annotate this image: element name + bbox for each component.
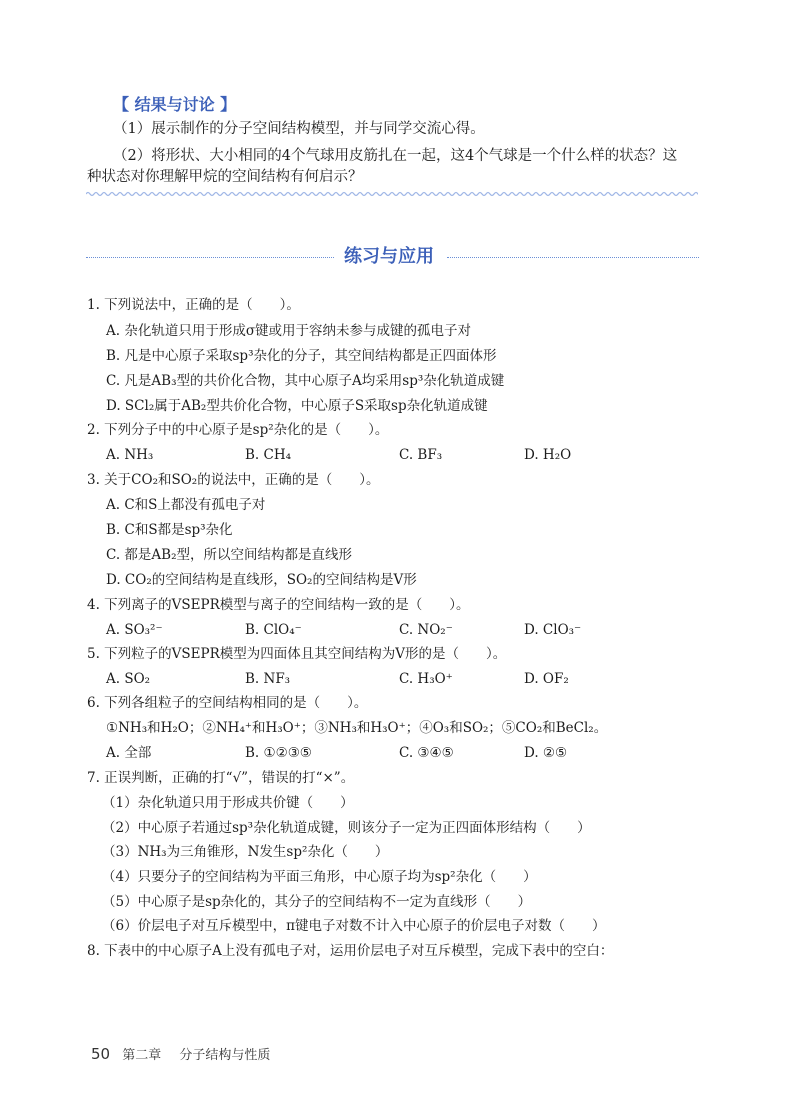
q2-option-a: A. NH₃ <box>106 447 154 463</box>
q1-option-d: D. SCl₂属于AB₂型共价化合物，中心原子S采取sp杂化轨道成键 <box>106 398 488 414</box>
chapter-title: 分子结构与性质 <box>179 1048 271 1063</box>
q1-option-b: B. 凡是中心原子采取sp³杂化的分子，其空间结构都是正四面体形 <box>106 348 497 364</box>
q3-option-d: D. CO₂的空间结构是直线形，SO₂的空间结构是V形 <box>106 572 417 588</box>
q6-option-d: D. ②⑤ <box>524 745 568 761</box>
heading-dotted-line-right <box>447 257 699 258</box>
discussion-item-2-line1: （2）将形状、大小相同的4个气球用皮筋扎在一起，这4个气球是一个什么样的状态？这 <box>113 148 678 164</box>
page-footer <box>91 1044 270 1063</box>
q1-option-a: A. 杂化轨道只用于形成σ键或用于容纳未参与成键的孤电子对 <box>106 323 472 339</box>
discussion-item-1: （1）展示制作的分子空间结构模型，并与同学交流心得。 <box>113 121 485 137</box>
q7-statement-3: （3）NH₃为三角锥形，N发生sp²杂化（ ） <box>102 844 389 860</box>
section-heading: 练习与应用 <box>344 246 434 267</box>
q6-option-a: A. 全部 <box>106 745 152 761</box>
q2-option-d: D. H₂O <box>524 447 572 463</box>
discussion-item-2-line2: 种状态对你理解甲烷的空间结构有何启示？ <box>87 169 363 185</box>
q5-option-a: A. SO₂ <box>106 671 151 687</box>
section-tag-results: 【 结果与讨论 】 <box>113 95 237 114</box>
q7-statement-1: （1）杂化轨道只用于形成共价键（ ） <box>102 795 354 811</box>
q7-statement-4: （4）只要分子的空间结构为平面三角形，中心原子均为sp²杂化（ ） <box>102 869 537 885</box>
q4-option-a: A. SO₃²⁻ <box>106 622 163 638</box>
q5-option-b: B. NF₃ <box>245 671 291 687</box>
q6-groups: ①NH₃和H₂O；②NH₄⁺和H₃O⁺；③NH₃和H₃O⁺；④O₃和SO₂；⑤CO₂和BeCl₂。 <box>106 720 608 736</box>
q3-option-c: C. 都是AB₂型，所以空间结构都是直线形 <box>106 547 353 563</box>
question-2: 2. 下列分子中的中心原子是sp²杂化的是（ ）。 <box>87 422 389 438</box>
question-3: 3. 关于CO₂和SO₂的说法中，正确的是（ ）。 <box>87 472 380 488</box>
q6-option-c: C. ③④⑤ <box>399 745 454 761</box>
q4-option-c: C. NO₂⁻ <box>399 622 453 638</box>
question-1: 1. 下列说法中，正确的是（ ）。 <box>87 297 300 313</box>
q4-option-b: B. ClO₄⁻ <box>245 622 302 638</box>
q7-statement-5: （5）中心原子是sp杂化的，其分子的空间结构不一定为直线形（ ） <box>102 894 532 910</box>
q1-option-c: C. 凡是AB₃型的共价化合物，其中心原子A均采用sp³杂化轨道成键 <box>106 373 505 389</box>
page-number: 50 <box>91 1045 111 1063</box>
q2-option-b: B. CH₄ <box>245 447 292 463</box>
question-8: 8. 下表中的中心原子A上没有孤电子对，运用价层电子对互斥模型，完成下表中的空白： <box>87 943 614 959</box>
q3-option-b: B. C和S都是sp³杂化 <box>106 522 233 538</box>
q3-option-a: A. C和S上都没有孤电子对 <box>106 497 266 513</box>
q7-statement-2: （2）中心原子若通过sp³杂化轨道成键，则该分子一定为正四面体形结构（ ） <box>102 820 591 836</box>
q6-option-b: B. ①②③⑤ <box>245 745 312 761</box>
question-6: 6. 下列各组粒子的空间结构相同的是（ ）。 <box>87 695 368 711</box>
q2-option-c: C. BF₃ <box>399 447 443 463</box>
question-5: 5. 下列粒子的VSEPR模型为四面体且其空间结构为V形的是（ ）。 <box>87 646 507 662</box>
q7-statement-6: （6）价层电子对互斥模型中，π键电子对数不计入中心原子的价层电子对数（ ） <box>102 918 606 934</box>
question-7: 7. 正误判断，正确的打“√”，错误的打“×”。 <box>87 770 355 786</box>
chapter-label: 第二章 <box>122 1048 162 1063</box>
heading-dotted-line-left <box>86 257 334 258</box>
wavy-divider <box>86 189 698 199</box>
q4-option-d: D. ClO₃⁻ <box>524 622 582 638</box>
question-4: 4. 下列离子的VSEPR模型与离子的空间结构一致的是（ ）。 <box>87 597 470 613</box>
q5-option-c: C. H₃O⁺ <box>399 671 453 687</box>
q5-option-d: D. OF₂ <box>524 671 569 687</box>
